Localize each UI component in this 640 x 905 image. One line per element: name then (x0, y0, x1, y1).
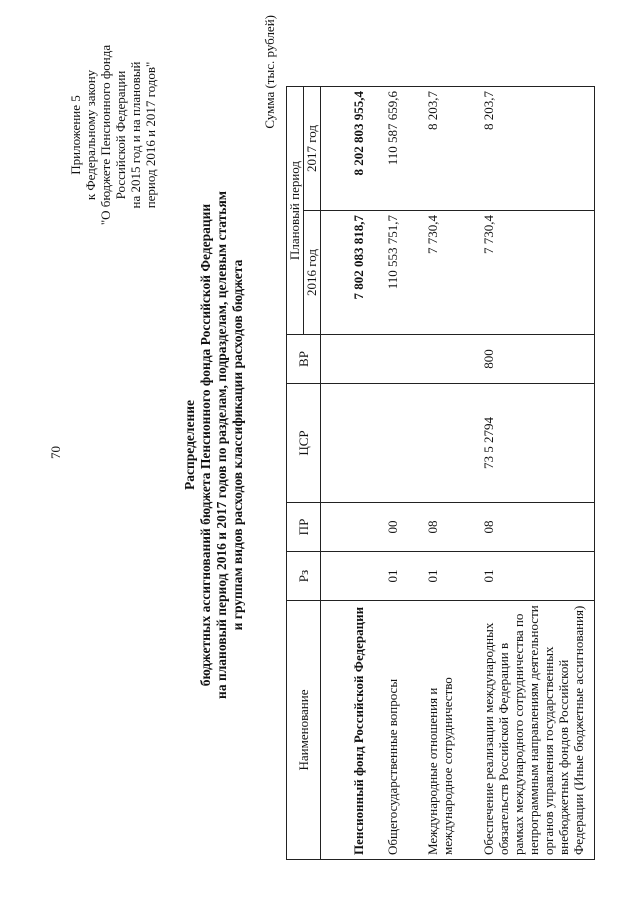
header-vr: ВР (287, 335, 321, 384)
row-value-2016: 7 730,4 (419, 211, 475, 335)
appendix-line: на 2015 год и на плановый (128, 61, 143, 209)
row-value-2016: 7 802 083 818,7 (321, 211, 379, 335)
header-csr: ЦСР (287, 384, 321, 503)
row-name: Общегосударственные вопросы (379, 601, 419, 860)
row-rz: 01 (475, 552, 595, 601)
table-row (419, 87, 475, 860)
units-label: Сумма (тыс. рублей) (262, 15, 277, 129)
row-name: Международные отношения и международное сотрудничество (419, 601, 475, 860)
row-value-2017: 110 587 659,6 (379, 87, 419, 211)
row-value-2017: 8 203,7 (475, 87, 595, 211)
row-value-2016: 7 730,4 (475, 211, 595, 335)
row-value-2017: 8 203,7 (419, 87, 475, 211)
row-vr (321, 335, 379, 384)
document-title (182, 115, 246, 775)
row-name: Обеспечение реализации международных обязательств Российской Федерации в рамках международного сотрудничества по непрограммным направлениям деятельности органов управления государственных внебюджетных фондов Российской Федерации (Иные бюджетные ассигнования) (475, 601, 595, 860)
appendix-line: "О бюджете Пенсионного фонда (98, 44, 113, 226)
title-line: и группам видов расходов классификации расходов бюджета (230, 259, 245, 631)
header-planned-period: Плановый период (287, 87, 304, 335)
title-line: бюджетных ассигнований бюджета Пенсионного фонда Российской Федерации (198, 203, 213, 687)
budget-table (286, 86, 595, 860)
row-vr (379, 335, 419, 384)
table-row (321, 87, 379, 860)
row-pr: 08 (419, 503, 475, 552)
header-pr: ПР (287, 503, 321, 552)
row-csr (379, 384, 419, 503)
header-year-2016: 2016 год (304, 211, 321, 335)
row-vr (419, 335, 475, 384)
row-pr: 00 (379, 503, 419, 552)
row-rz: 01 (419, 552, 475, 601)
row-value-2016: 110 553 751,7 (379, 211, 419, 335)
row-name: Пенсионный фонд Российской Федерации (321, 601, 379, 860)
table-body (321, 87, 595, 860)
appendix-line: период 2016 и 2017 годов" (143, 61, 158, 209)
appendix-line: к Федеральному закону (83, 69, 98, 201)
row-rz: 01 (379, 552, 419, 601)
header-rz: Рз (287, 552, 321, 601)
title-line: Распределение (182, 399, 197, 491)
row-csr (321, 384, 379, 503)
appendix-note (68, 15, 158, 255)
table-row (475, 87, 595, 860)
row-csr: 73 5 2794 (475, 384, 595, 503)
header-year-2017: 2017 год (304, 87, 321, 211)
row-csr (419, 384, 475, 503)
appendix-line: Приложение 5 (68, 95, 83, 175)
header-name: Наименование (287, 601, 321, 860)
row-rz (321, 552, 379, 601)
row-pr: 08 (475, 503, 595, 552)
row-value-2017: 8 202 803 955,4 (321, 87, 379, 211)
row-vr: 800 (475, 335, 595, 384)
title-line: на плановый период 2016 и 2017 годов по разделам, подразделам, целевым статьям (214, 191, 229, 699)
table-row (379, 87, 419, 860)
page-number: 70 (48, 446, 63, 459)
row-pr (321, 503, 379, 552)
appendix-line: Российской Федерации (113, 70, 128, 200)
